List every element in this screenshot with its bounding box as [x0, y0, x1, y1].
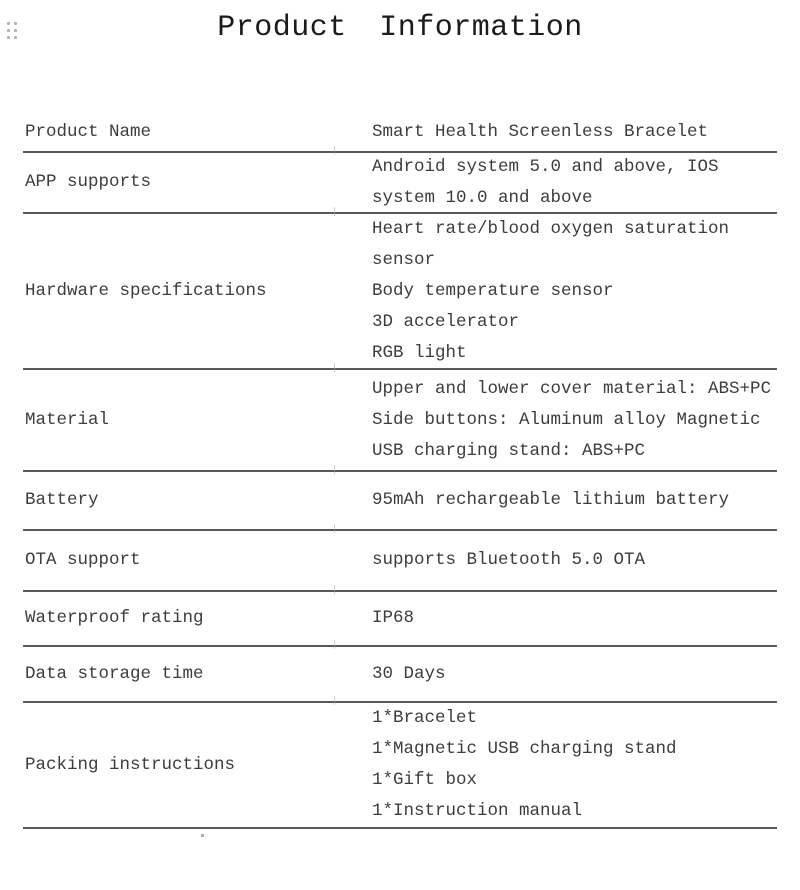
row-value-line: USB charging stand: ABS+PC: [372, 440, 646, 461]
stray-dot: [201, 834, 204, 837]
row-label: Product Name: [25, 121, 152, 142]
row-label: Waterproof rating: [25, 608, 204, 628]
row-value-line: 95mAh rechargeable lithium battery: [372, 490, 730, 510]
row-value: [372, 374, 777, 467]
row-value: [372, 703, 777, 827]
row-label: Packing instructions: [25, 754, 236, 775]
row-value-line: 1*Bracelet: [372, 708, 478, 728]
row-value-line: 1*Instruction manual: [372, 801, 583, 821]
row-value-line: RGB light: [372, 342, 467, 363]
row-value-line: Side buttons: Aluminum alloy Magnetic: [372, 409, 761, 430]
row-value: [372, 545, 777, 576]
row-label: APP supports: [25, 172, 152, 192]
row-value-line: Upper and lower cover material: ABS+PC: [372, 378, 772, 399]
row-value: [372, 603, 777, 634]
table-row: [23, 647, 777, 703]
product-info-table: [23, 113, 777, 829]
row-value: [372, 485, 777, 516]
row-value-line: system 10.0 and above: [372, 187, 593, 208]
page-title: Product Information: [217, 11, 583, 45]
row-label: OTA support: [25, 550, 141, 570]
row-label: Material: [25, 409, 110, 430]
row-value-line: Body temperature sensor: [372, 280, 614, 301]
table-row: [23, 370, 777, 472]
row-value: [372, 214, 777, 369]
row-value-line: 1*Magnetic USB charging stand: [372, 739, 677, 759]
row-value: [372, 152, 777, 214]
row-value-line: 30 Days: [372, 663, 446, 684]
table-row: [23, 214, 777, 370]
row-label: Hardware specifications: [25, 280, 267, 301]
table-row: [23, 472, 777, 531]
row-label: Battery: [25, 490, 99, 510]
table-row: [23, 531, 777, 592]
row-value-line: Smart Health Screenless Bracelet: [372, 121, 709, 142]
row-value-line: Heart rate/blood oxygen saturation: [372, 218, 730, 239]
table-row: [23, 592, 777, 647]
row-label: Data storage time: [25, 663, 204, 684]
row-value-line: IP68: [372, 608, 415, 628]
row-value-line: sensor: [372, 249, 436, 270]
row-value: [372, 659, 777, 690]
row-value-line: Android system 5.0 and above, IOS: [372, 156, 719, 177]
table-row: [23, 153, 777, 214]
row-value: [372, 117, 777, 148]
row-value-line: 3D accelerator: [372, 311, 520, 332]
row-value-line: 1*Gift box: [372, 770, 478, 790]
table-row: [23, 113, 777, 153]
row-value-line: supports Bluetooth 5.0 OTA: [372, 550, 646, 570]
table-row: [23, 703, 777, 829]
